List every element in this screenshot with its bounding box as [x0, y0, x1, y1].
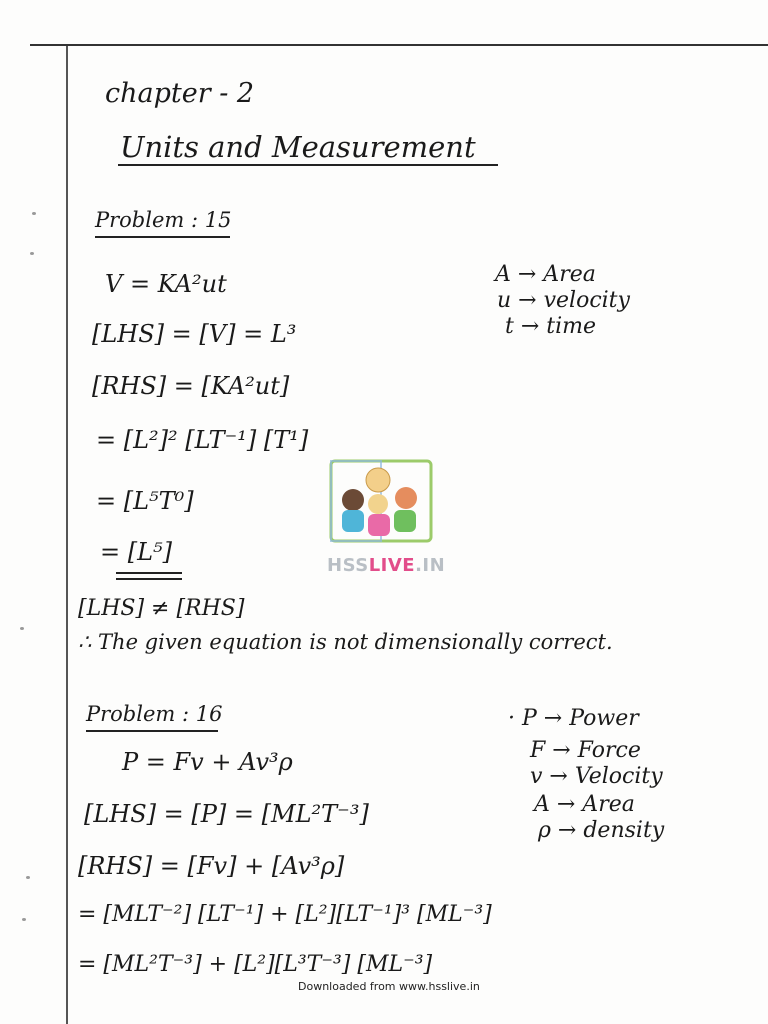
problem-15-equation: V = KA²ut: [105, 270, 227, 298]
chapter-title: Units and Measurement: [120, 130, 476, 164]
problem-16-label: Problem : 16: [86, 702, 223, 726]
paper-speck: [22, 918, 26, 921]
problem-15-label: Problem : 15: [95, 208, 232, 232]
result-underline: [116, 572, 182, 574]
problem-16-note: ρ → density: [538, 818, 665, 843]
top-rule: [30, 44, 768, 46]
comparison-line: [LHS] ≠ [RHS]: [78, 596, 245, 621]
problem-15-note: u → velocity: [497, 288, 630, 313]
problem-16-step: = [ML²T⁻³] + [L²][L³T⁻³] [ML⁻³]: [78, 952, 433, 977]
problem-15-step: [LHS] = [V] = L³: [92, 320, 297, 348]
watermark-logo-icon: [328, 458, 434, 544]
problem-16-note: v → Velocity: [530, 764, 663, 789]
problem-16-underline: [86, 730, 218, 732]
problem-15-note: A → Area: [495, 262, 596, 287]
problem-16-note: F → Force: [530, 738, 641, 763]
problem-15-step: = [L²]² [LT⁻¹] [T¹]: [96, 426, 309, 454]
margin-rule: [66, 46, 68, 1024]
paper-speck: [20, 627, 24, 630]
title-underline: [118, 164, 498, 166]
problem-15-result: = [L⁵]: [100, 538, 173, 566]
watermark-text: HSSLIVE.IN: [327, 555, 446, 576]
problem-16-step: [LHS] = [P] = [ML²T⁻³]: [84, 800, 369, 828]
chapter-heading: chapter - 2: [105, 78, 255, 109]
problem-16-equation: P = Fv + Av³ρ: [122, 748, 293, 776]
problem-15-underline: [95, 236, 230, 238]
problem-15-step: = [L⁵T⁰]: [96, 487, 194, 515]
problem-16-note: A → Area: [534, 792, 635, 817]
paper-speck: [32, 212, 36, 215]
problem-15-step: [RHS] = [KA²ut]: [92, 372, 290, 400]
download-footer: Downloaded from www.hsslive.in: [298, 980, 480, 993]
problem-15-note: t → time: [505, 314, 597, 339]
paper-speck: [26, 876, 30, 879]
conclusion-line: ∴ The given equation is not dimensionally correct.: [78, 630, 613, 654]
paper-speck: [30, 252, 34, 255]
problem-16-step: = [MLT⁻²] [LT⁻¹] + [L²][LT⁻¹]³ [ML⁻³]: [78, 902, 492, 927]
problem-16-note: · P → Power: [508, 706, 639, 731]
result-underline: [116, 578, 182, 580]
problem-16-step: [RHS] = [Fv] + [Av³ρ]: [78, 852, 345, 880]
